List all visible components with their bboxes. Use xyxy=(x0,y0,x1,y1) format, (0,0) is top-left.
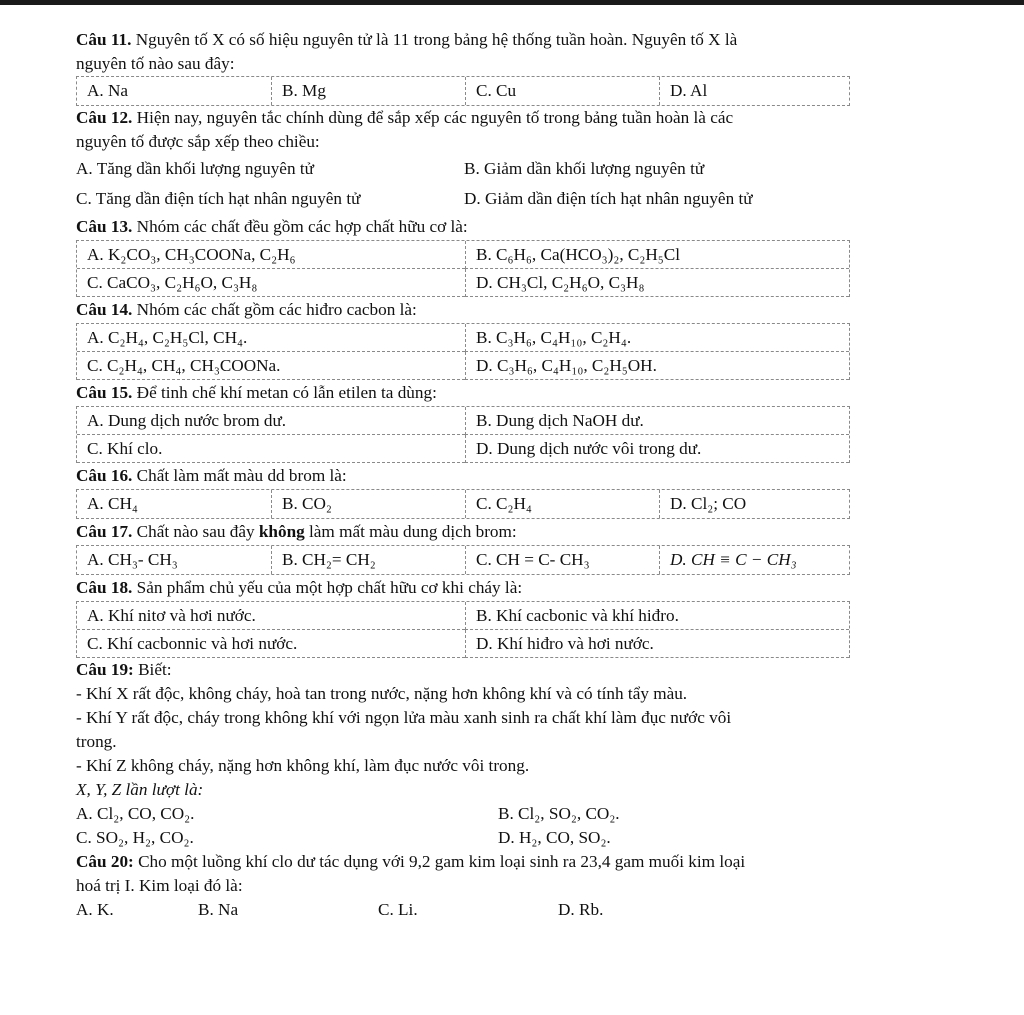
option-a[interactable]: A. CH₃- CH₃ xyxy=(87,550,178,569)
question-prompt: X, Y, Z lần lượt là: xyxy=(76,780,204,799)
question-label: Câu 17. xyxy=(76,522,133,541)
question-label: Câu 12. xyxy=(76,108,133,127)
option-b[interactable]: B. C₃H₆, C₄H₁₀, C₂H₄. xyxy=(465,324,849,352)
question-label: Câu 18. xyxy=(76,578,133,597)
option-d[interactable]: D. Rb. xyxy=(558,900,604,919)
option-d[interactable]: D. Cl₂; CO xyxy=(659,490,849,518)
question-emphasis: không xyxy=(258,522,305,541)
option-c[interactable]: C. Khí cacbonnic và hơi nước. xyxy=(77,630,465,658)
question-label: Câu 13. xyxy=(76,217,133,236)
option-c[interactable]: C. SO₂, H₂, CO₂. xyxy=(76,828,194,847)
question-text-cont: hoá trị I. Kim loại đó là: xyxy=(76,876,243,895)
option-c[interactable]: C. Tăng dần điện tích hạt nhân nguyên tử xyxy=(76,189,361,208)
option-a[interactable]: A. Dung dịch nước brom dư. xyxy=(77,407,465,435)
option-b[interactable]: B. C₆H₆, Ca(HCO₃)₂, C₂H₅Cl xyxy=(465,241,849,269)
worksheet-page xyxy=(76,28,936,922)
option-b[interactable]: B. Giảm dần khối lượng nguyên tử xyxy=(464,159,705,178)
question-text: Sản phẩm chủ yếu của một hợp chất hữu cơ khi cháy là: xyxy=(136,578,523,597)
option-d[interactable]: D. C₃H₆, C₄H₁₀, C₂H₅OH. xyxy=(465,352,849,380)
answer-box xyxy=(76,489,850,519)
clue-y: - Khí Y rất độc, cháy trong không khí với ngọn lửa màu xanh sinh ra chất khí làm đục nước vôi xyxy=(76,708,732,727)
question-17 xyxy=(76,519,936,575)
question-15 xyxy=(76,380,936,463)
option-d[interactable]: D. Giảm dần điện tích hạt nhân nguyên tử xyxy=(464,189,753,208)
question-text: Cho một luồng khí clo dư tác dụng với 9,2 gam kim loại sinh ra 23,4 gam muối kim loại xyxy=(133,852,746,871)
top-border-bar xyxy=(0,0,1024,5)
question-text-cont: nguyên tố được sắp xếp theo chiều: xyxy=(76,132,320,151)
question-label: Câu 19: xyxy=(76,660,134,679)
answer-box xyxy=(76,601,850,658)
option-d[interactable]: D. CH ≡ C − CH₃ xyxy=(659,546,849,574)
answer-grid xyxy=(76,154,848,214)
question-text: Chất nào sau đây xyxy=(136,522,259,541)
option-d[interactable]: D. Khí hiđro và hơi nước. xyxy=(465,630,849,658)
question-19 xyxy=(76,658,936,850)
question-text: Hiện nay, nguyên tắc chính dùng để sắp xếp các nguyên tố trong bảng tuần hoàn là các xyxy=(136,108,734,127)
clue-x: - Khí X rất độc, không cháy, hoà tan trong nước, nặng hơn không khí và có tính tẩy màu. xyxy=(76,684,688,703)
question-12 xyxy=(76,106,936,214)
option-a[interactable]: A. CH₄ xyxy=(87,494,138,513)
clue-y-cont: trong. xyxy=(76,732,117,751)
question-label: Câu 20: xyxy=(76,852,134,871)
option-c[interactable]: C. CH = C- CH₃ xyxy=(465,546,659,574)
option-b[interactable]: B. Na xyxy=(198,900,239,919)
question-text: Chất làm mất màu dd brom là: xyxy=(136,466,347,485)
option-b[interactable]: B. Khí cacbonic và khí hiđro. xyxy=(465,602,849,630)
option-c[interactable]: C. CaCO₃, C₂H₆O, C₃H₈ xyxy=(77,269,465,297)
option-b[interactable]: B. Dung dịch NaOH dư. xyxy=(465,407,849,435)
question-18 xyxy=(76,575,936,658)
option-b[interactable]: B. Cl₂, SO₂, CO₂. xyxy=(498,804,620,823)
option-b[interactable]: B. CH₂= CH₂ xyxy=(271,546,465,574)
option-a[interactable]: A. Cl₂, CO, CO₂. xyxy=(76,804,195,823)
question-13 xyxy=(76,214,936,297)
option-c[interactable]: C. Khí clo. xyxy=(77,435,465,463)
option-c[interactable]: C. C₂H₄, CH₄, CH₃COONa. xyxy=(77,352,465,380)
answer-grid xyxy=(76,802,848,850)
option-c[interactable]: C. C₂H₄ xyxy=(465,490,659,518)
question-label: Câu 16. xyxy=(76,466,133,485)
answer-box xyxy=(76,323,850,380)
option-a[interactable]: A. Khí nitơ và hơi nước. xyxy=(77,602,465,630)
question-text: Để tinh chế khí metan có lẫn etilen ta dùng: xyxy=(136,383,437,402)
option-a[interactable]: A. K. xyxy=(76,900,114,919)
question-label: Câu 11. xyxy=(76,30,132,49)
question-text: Nhóm các chất đều gồm các hợp chất hữu cơ là: xyxy=(136,217,468,236)
option-d[interactable]: D. Al xyxy=(659,77,849,105)
answer-box xyxy=(76,545,850,575)
option-b[interactable]: B. CO₂ xyxy=(271,490,465,518)
question-label: Câu 15. xyxy=(76,383,133,402)
option-a[interactable]: A. Na xyxy=(87,81,129,100)
question-text: Nhóm các chất gồm các hiđro cacbon là: xyxy=(136,300,417,319)
question-text: Nguyên tố X có số hiệu nguyên tử là 11 trong bảng hệ thống tuần hoàn. Nguyên tố X là xyxy=(135,30,738,49)
option-c[interactable]: C. Li. xyxy=(378,900,418,919)
question-11 xyxy=(76,28,936,106)
question-20 xyxy=(76,850,936,922)
option-d[interactable]: D. CH₃Cl, C₂H₆O, C₃H₈ xyxy=(465,269,849,297)
question-14 xyxy=(76,297,936,380)
answer-box xyxy=(76,240,850,297)
option-a[interactable]: A. Tăng dần khối lượng nguyên tử xyxy=(76,159,314,178)
option-a[interactable]: A. C₂H₄, C₂H₅Cl, CH₄. xyxy=(77,324,465,352)
question-text-cont: nguyên tố nào sau đây: xyxy=(76,54,235,73)
question-text-end: làm mất màu dung dịch brom: xyxy=(304,522,517,541)
clue-z: - Khí Z không cháy, nặng hơn không khí, làm đục nước vôi trong. xyxy=(76,756,530,775)
option-d[interactable]: D. Dung dịch nước vôi trong dư. xyxy=(465,435,849,463)
question-label: Câu 14. xyxy=(76,300,133,319)
answer-row xyxy=(76,898,848,922)
question-text: Biết: xyxy=(133,660,172,679)
question-16 xyxy=(76,463,936,519)
option-c[interactable]: C. Cu xyxy=(465,77,659,105)
option-d[interactable]: D. H₂, CO, SO₂. xyxy=(498,828,611,847)
answer-box xyxy=(76,406,850,463)
answer-box xyxy=(76,76,850,106)
option-b[interactable]: B. Mg xyxy=(271,77,465,105)
option-a[interactable]: A. K₂CO₃, CH₃COONa, C₂H₆ xyxy=(77,241,465,269)
